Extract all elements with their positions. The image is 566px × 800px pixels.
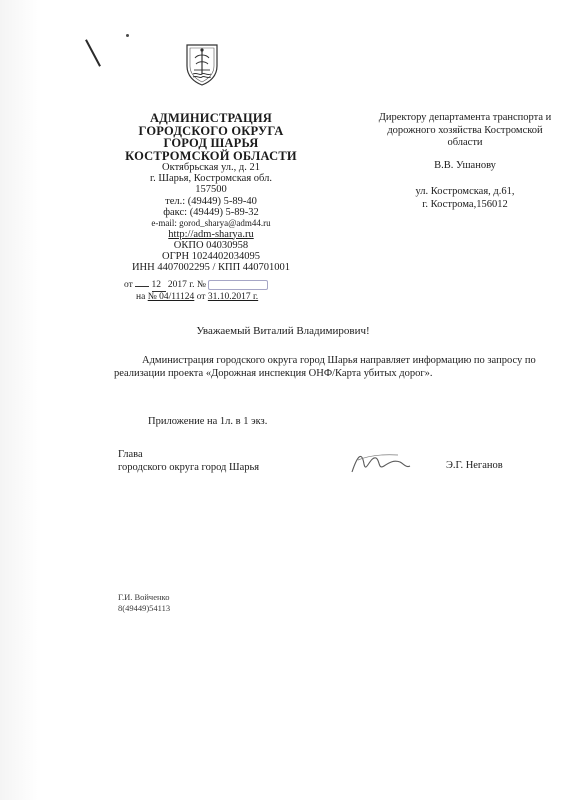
sender-ogrn: ОГРН 1024402034095 [162, 250, 260, 262]
recipient-block [372, 112, 558, 211]
performer-name: Г.И. Войченко [118, 592, 170, 602]
incoming-reference [136, 292, 258, 303]
sender-city: г. Шарья, Костромская обл. [150, 173, 272, 185]
performer-info [118, 592, 170, 614]
sender-okpo: ОКПО 04030958 [173, 239, 249, 251]
sender-org-line2: ГОРОДСКОГО ОКРУГА [138, 123, 284, 138]
ref-day [135, 286, 149, 287]
ref-incoming-date: 31.10.2017 г. [207, 292, 259, 302]
coat-of-arms-icon [184, 42, 220, 86]
sender-street: Октябрьская ул., д. 21 [162, 162, 260, 173]
sender-org-line4: КОСТРОМСКОЙ ОБЛАСТИ [125, 148, 297, 163]
ref-incoming-from: от [196, 292, 206, 302]
ref-on-label: на [136, 292, 146, 302]
sender-tel: тел.: (49449) 5-89-40 [165, 195, 257, 207]
sender-zip: 157500 [195, 184, 227, 196]
sender-org-line3: ГОРОД ШАРЬЯ [163, 136, 259, 150]
scan-edge-shadow [0, 0, 38, 800]
sender-inn-kpp: ИНН 4407002295 / КПП 440701001 [131, 262, 291, 274]
sender-email: e-mail: gorod_sharya@adm44.ru [151, 218, 271, 229]
scan-dot [126, 34, 129, 37]
ref-month: 12 [152, 280, 166, 292]
registration-stamp [208, 280, 268, 290]
outgoing-reference [124, 280, 268, 292]
sender-org-line1: АДМИНИСТРАЦИЯ [149, 111, 273, 125]
scan-pen-mark [85, 39, 101, 66]
signatory-title [118, 448, 259, 474]
letter-body: Администрация городского округа город Шарья направляет информацию по запросу по реализации проекта «Дорожная инспекция ОНФ/Карта убитых дорог». [114, 355, 536, 379]
recipient-street: ул. Костромская, д.61, [415, 186, 515, 197]
recipient-name: В.В. Ушанову [434, 159, 496, 171]
sender-fax: факс: (49449) 5-89-32 [163, 206, 259, 218]
performer-phone: 8(49449)54113 [118, 603, 171, 613]
sender-block [118, 112, 304, 273]
recipient-city: г. Кострома,156012 [422, 198, 508, 210]
ref-incoming-number: № 04/11124 [147, 292, 195, 302]
handwritten-signature [348, 446, 412, 478]
recipient-position: Директору департамента транспорта и дорожного хозяйства Костромской области [378, 112, 552, 148]
annex-note: Приложение на 1л. в 1 экз. [148, 416, 268, 427]
ref-year: 2017 г. № [167, 280, 206, 291]
ref-from-label: от [124, 280, 133, 291]
signatory-name: Э.Г. Неганов [446, 460, 503, 471]
salutation: Уважаемый Виталий Владимирович! [196, 325, 370, 337]
signatory-title-line1: Глава [118, 449, 143, 460]
signatory-title-line2: городского округа город Шарья [118, 462, 260, 473]
sender-website-link[interactable]: http://adm-sharya.ru [168, 228, 254, 240]
